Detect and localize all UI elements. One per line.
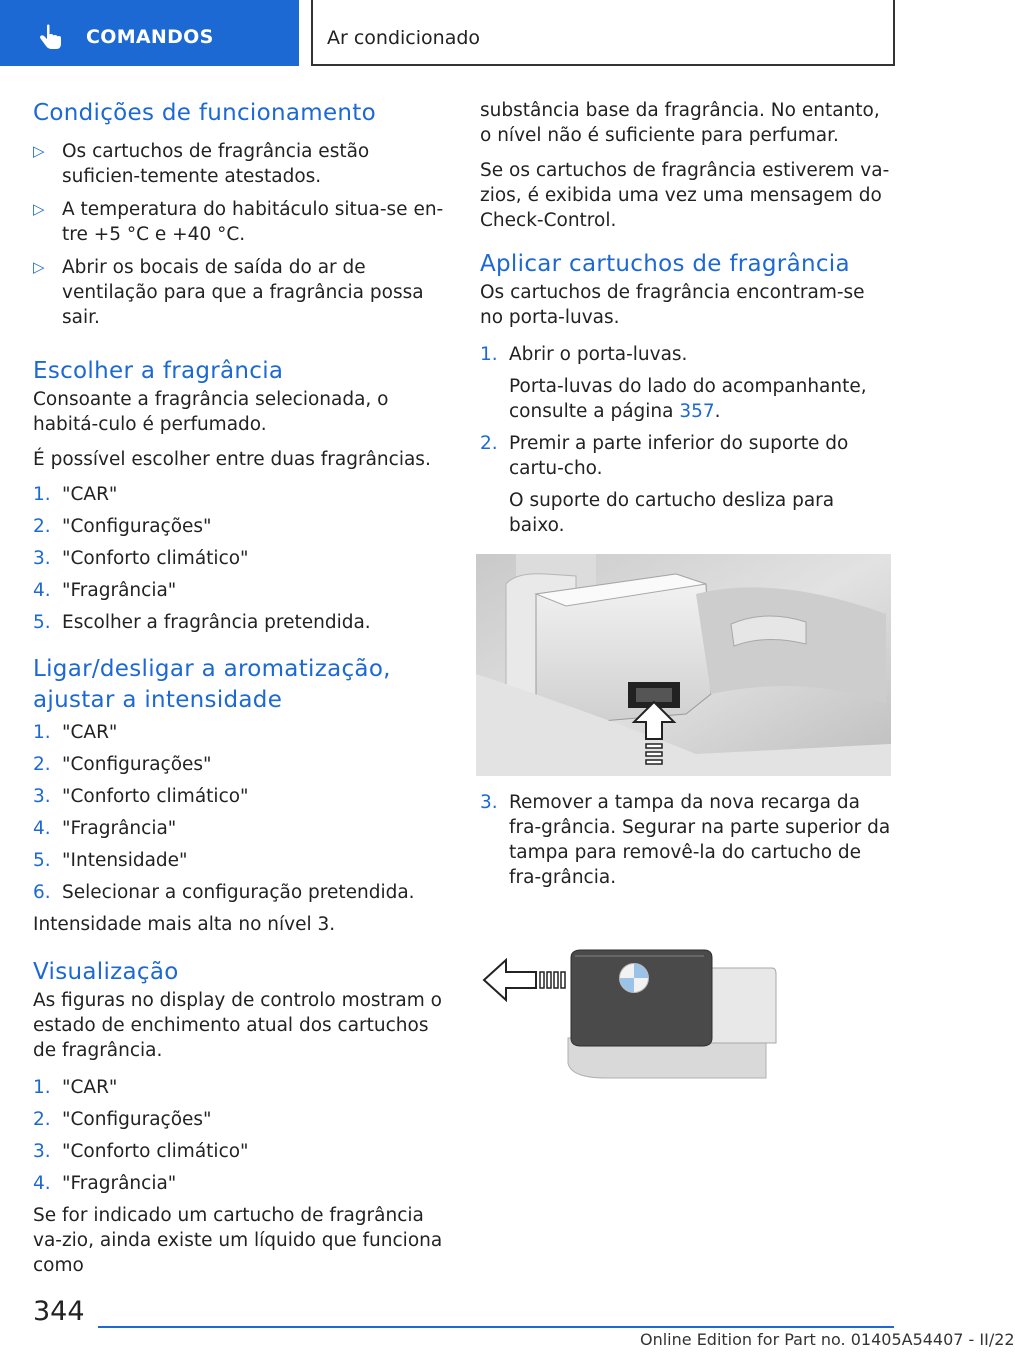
step-item: 2. "Configurações" (33, 754, 212, 775)
step-item: 2. Premir a parte inferior do suporte do cartu-cho. O suporte do cartucho desliza para baixo. (480, 431, 892, 538)
chapter-tab[interactable] (0, 0, 299, 66)
step-item: 5. Escolher a fragrância pretendida. (33, 612, 371, 633)
hand-pointer-icon (36, 24, 66, 52)
step-item: 1. "CAR" (33, 1077, 118, 1098)
footer-divider (98, 1326, 894, 1328)
steps-intensity (33, 720, 448, 905)
step-item: 3. Remover a tampa da nova recarga da fra-grância. Segurar na parte superior da tampa para removê-la do cartucho de fra-grância. (480, 792, 891, 888)
steps-display (33, 1075, 448, 1196)
triangle-bullet-icon: ▷ (33, 142, 45, 160)
conditions-list (33, 139, 448, 330)
fragrance-cartridge-image (476, 938, 891, 1088)
glovebox-holder-illustration (476, 554, 891, 776)
paragraph: É possível escolher entre duas fragrâncias. (33, 449, 431, 470)
steps-apply (480, 342, 892, 538)
page-number: 344 (33, 1296, 85, 1327)
paragraph: Consoante a fragrância selecionada, o habitá-culo é perfumado. (33, 389, 389, 435)
header-divider (311, 0, 313, 64)
heading-apply-cartridges: Aplicar cartuchos de fragrância (480, 251, 850, 277)
paragraph: Os cartuchos de fragrância encontram-se no porta-luvas. (480, 282, 865, 328)
step-item: 4. "Fragrância" (33, 1173, 177, 1194)
paragraph: Intensidade mais alta no nível 3. (33, 914, 336, 935)
list-item: ▷ Abrir os bocais de saída do ar de ventilação para que a fragrância possa sair. (33, 257, 424, 328)
step-item: 3. "Conforto climático" (33, 786, 249, 807)
step-item: 6. Selecionar a configuração pretendida. (33, 882, 415, 903)
heading-choose-fragrance: Escolher a fragrância (33, 358, 284, 384)
step-item: 4. "Fragrância" (33, 818, 177, 839)
list-item: ▷ A temperatura do habitáculo situa-se en-tre +5 °C e +40 °C. (33, 199, 444, 245)
edition-footer: Online Edition for Part no. 01405A54407 - II/22 (640, 1330, 1015, 1349)
section-title: Ar condicionado (327, 27, 481, 49)
list-item: ▷ Os cartuchos de fragrância estão suficien-temente atestados. (33, 141, 370, 187)
step-item: 3. "Conforto climático" (33, 1141, 249, 1162)
step-item: 2. "Configurações" (33, 1109, 212, 1130)
paragraph: substância base da fragrância. No entanto, o nível não é suficiente para perfumar. (480, 100, 880, 146)
step-item: 1. "CAR" (33, 484, 118, 505)
glovebox-holder-image (476, 554, 891, 776)
step-item: 1. "CAR" (33, 722, 118, 743)
left-column (33, 98, 448, 1278)
step-note: O suporte do cartucho desliza para baixo. (509, 490, 835, 536)
step-item: 1. Abrir o porta-luvas. Porta-luvas do lado do acompanhante, consulte a página 357. (480, 342, 892, 424)
header-right-border (893, 0, 895, 66)
triangle-bullet-icon: ▷ (33, 200, 45, 218)
heading-operating-conditions: Condições de funcionamento (33, 100, 376, 126)
paragraph: As figuras no display de controlo mostram o estado de enchimento atual dos cartuchos de fragrância. (33, 990, 442, 1061)
chapter-tab-label: COMANDOS (86, 26, 214, 48)
triangle-bullet-icon: ▷ (33, 258, 45, 276)
step-item: 2. "Configurações" (33, 516, 212, 537)
step-note: Porta-luvas do lado do acompanhante, consulte a página 357. (509, 376, 867, 422)
page-reference-link[interactable]: 357 (679, 401, 715, 422)
step-item: 4. "Fragrância" (33, 580, 177, 601)
header-underline (311, 64, 894, 66)
paragraph: Se for indicado um cartucho de fragrância va-zio, ainda existe um líquido que funciona como (33, 1205, 443, 1276)
step-item: 3. "Conforto climático" (33, 548, 249, 569)
step-item: 5. "Intensidade" (33, 850, 188, 871)
fragrance-cartridge-illustration (476, 938, 891, 1088)
steps-choose-fragrance (33, 482, 448, 635)
heading-toggle-intensity: Ligar/desligar a aromatização, ajustar a intensidade (33, 656, 391, 713)
steps-apply-cont (480, 790, 892, 890)
right-column (480, 98, 892, 1088)
heading-display: Visualização (33, 959, 179, 985)
paragraph: Se os cartuchos de fragrância estiverem va-zios, é exibida uma vez uma mensagem do Check-Control. (480, 160, 890, 231)
